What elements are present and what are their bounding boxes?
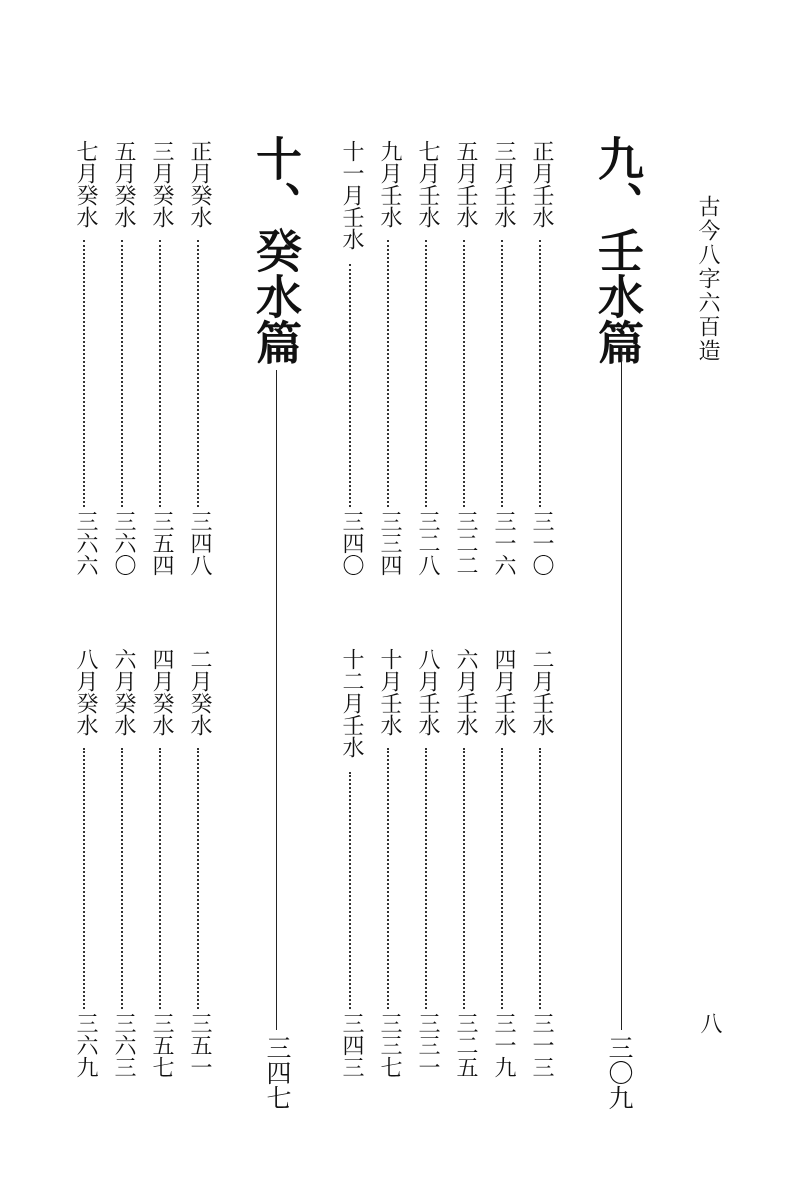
dot-leader [197, 748, 199, 1009]
dot-leader [83, 748, 85, 1009]
entry-title: 四月癸水 [149, 648, 174, 736]
entry-title: 七月癸水 [73, 140, 98, 228]
entry-title: 五月癸水 [111, 140, 136, 228]
page-number: 八 [697, 1012, 722, 1034]
entry-title: 六月壬水 [453, 648, 478, 736]
dot-leader [501, 240, 503, 507]
entry-title: 八月癸水 [73, 648, 98, 736]
dot-leader [463, 240, 465, 507]
dot-leader [121, 240, 123, 507]
entry-title: 二月癸水 [187, 648, 212, 736]
entry-title: 五月壬水 [453, 140, 478, 228]
dot-leader [539, 748, 541, 1009]
chapter-page: 三〇九 [605, 1035, 634, 1110]
entry-page-number: 三五一 [187, 1012, 212, 1078]
entry-page-number: 三一六 [491, 510, 516, 576]
dot-leader [349, 264, 351, 507]
entry-page-number: 三六六 [73, 510, 98, 576]
entry-title: 正月癸水 [187, 140, 212, 228]
entry-page-number: 三三七 [377, 1012, 402, 1078]
entry-title: 四月壬水 [491, 648, 516, 736]
dot-leader [83, 240, 85, 507]
entry-page-number: 三一九 [491, 1012, 516, 1078]
entry-page-number: 三一〇 [529, 510, 554, 576]
entry-page-number: 三一三 [529, 1012, 554, 1078]
dot-leader [501, 748, 503, 1009]
entry-title: 十月壬水 [377, 648, 402, 736]
dot-leader [121, 748, 123, 1009]
entry-page-number: 三二五 [453, 1012, 478, 1078]
entry-page-number: 三五四 [149, 510, 174, 576]
dot-leader [197, 240, 199, 507]
chapter-rule [276, 370, 277, 1030]
dot-leader [387, 240, 389, 507]
entry-title: 九月壬水 [377, 140, 402, 228]
entry-title: 二月壬水 [529, 648, 554, 736]
entry-title: 十二月壬水 [339, 648, 364, 758]
entry-page-number: 三四三 [339, 1012, 364, 1078]
entry-title: 十一月壬水 [339, 140, 364, 250]
entry-page-number: 三三一 [415, 1012, 440, 1078]
dot-leader [463, 748, 465, 1009]
entry-page-number: 三六九 [73, 1012, 98, 1078]
entry-page-number: 三四〇 [339, 510, 364, 576]
dot-leader [387, 748, 389, 1009]
dot-leader [425, 748, 427, 1009]
entry-title: 六月癸水 [111, 648, 136, 736]
entry-page-number: 三二二 [453, 510, 478, 576]
entry-page-number: 三三四 [377, 510, 402, 576]
entry-title: 三月癸水 [149, 140, 174, 228]
book-title: 古今八字六百造 [695, 195, 720, 363]
dot-leader [425, 240, 427, 507]
entry-page-number: 三五七 [149, 1012, 174, 1078]
entry-page-number: 三六〇 [111, 510, 136, 576]
entry-title: 三月壬水 [491, 140, 516, 228]
entry-title: 七月壬水 [415, 140, 440, 228]
dot-leader [159, 748, 161, 1009]
entry-page-number: 三六三 [111, 1012, 136, 1078]
chapter-page: 三四七 [263, 1035, 292, 1110]
entry-title: 八月壬水 [415, 648, 440, 736]
entry-title: 正月壬水 [529, 140, 554, 228]
entry-page-number: 三二八 [415, 510, 440, 576]
dot-leader [159, 240, 161, 507]
entry-page-number: 三四八 [187, 510, 212, 576]
chapter-rule [621, 350, 622, 1030]
chapter-heading: 十、癸水篇 [249, 135, 303, 365]
dot-leader [539, 240, 541, 507]
dot-leader [349, 772, 351, 1009]
chapter-heading: 九、壬水篇 [591, 135, 645, 365]
